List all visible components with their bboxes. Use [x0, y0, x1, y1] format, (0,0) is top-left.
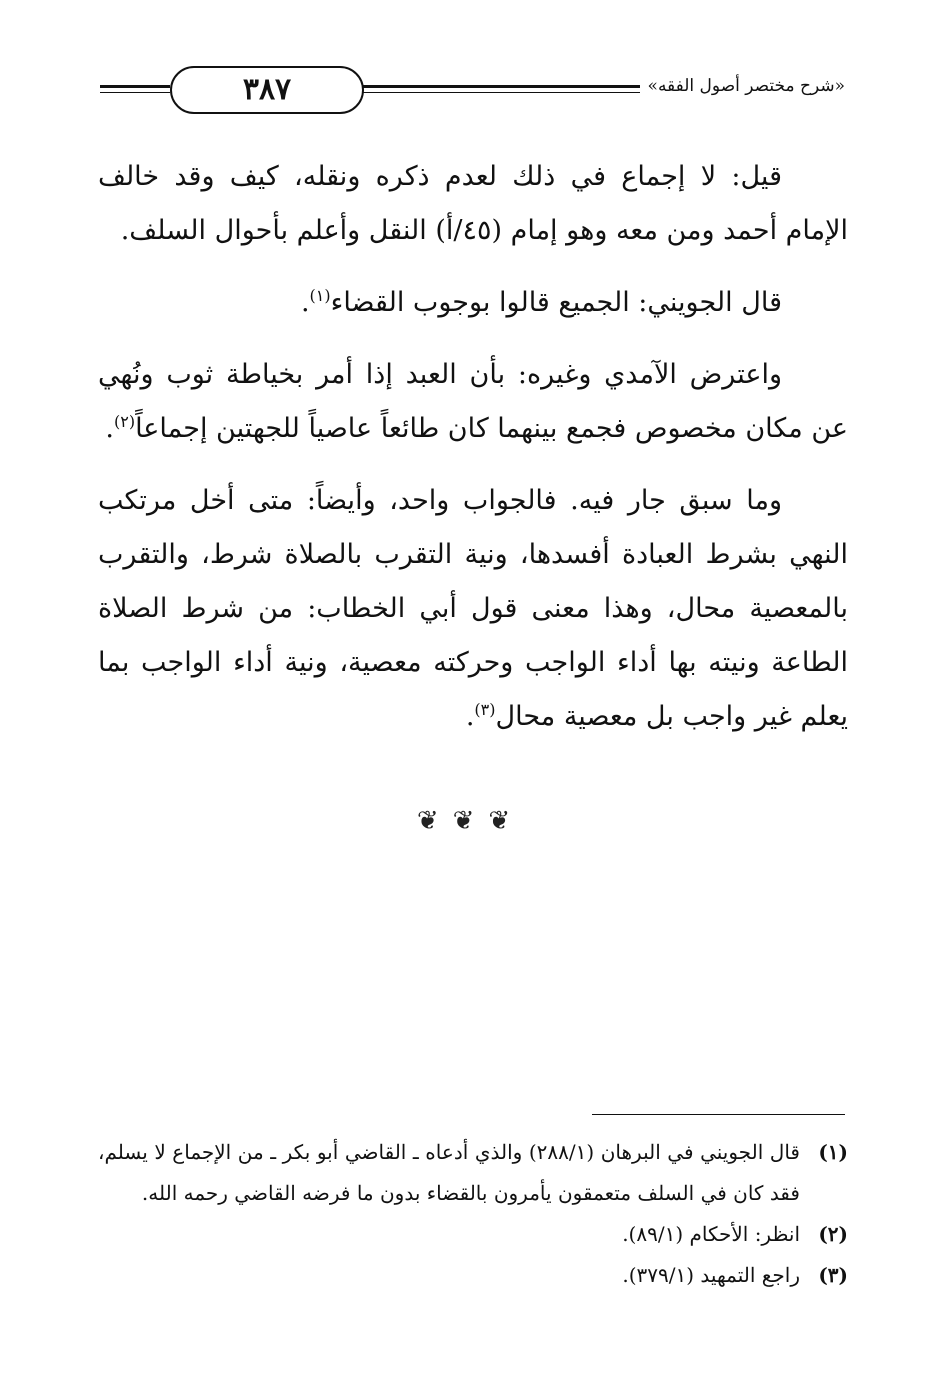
footnote-ref-3[interactable]: (٣)	[474, 700, 496, 719]
paragraph-4-text: وما سبق جار فيه. فالجواب واحد، وأيضاً: متى أخل مرتكب النهي بشرط العبادة أفسدها، ونية التقرب بالصلاة شرط، والتقرب بالمعصية محال، وهذا معنى قول أبي الخطاب: من شرط الصلاة الطاعة ونيته بها أداء الواجب وحركته معصية، ونية أداء الواجب بما يعلم غير واجب بل معصية محال	[98, 485, 848, 732]
footnote-2	[98, 1214, 848, 1255]
header-rule-left-thick	[100, 85, 170, 88]
paragraph-3-text: واعترض الآمدي وغيره: بأن العبد إذا أمر بخياطة ثوب ونُهي عن مكان مخصوص فجمع بينهما كان طائعاً عاصياً للجهتين إجماعاً	[98, 359, 848, 444]
section-ornament-icon: ❦❦❦	[416, 806, 525, 836]
page-header	[100, 66, 845, 114]
main-text	[98, 150, 848, 762]
footnote-ref-1[interactable]: (١)	[309, 286, 331, 305]
footnote-1-text: قال الجويني في البرهان (٢٨٨/١) والذي أدعاه ـ القاضي أبو بكر ـ من الإجماع لا يسلم، فقد كان في السلف متعمقون يأمرون بالقضاء بدون ما فرضه القاضي رحمه الله.	[98, 1140, 800, 1205]
footnote-ref-2[interactable]: (٢)	[113, 412, 136, 431]
paragraph-1-text: قيل: لا إجماع في ذلك لعدم ذكره ونقله، كيف وقد خالف الإمام أحمد ومن معه وهو إمام (٤٥/أ) النقل وأعلم بأحوال السلف.	[98, 161, 848, 246]
paragraph-2-text: قال الجويني: الجميع قالوا بوجوب القضاء	[330, 287, 782, 318]
paragraph-1	[98, 150, 848, 258]
footnote-2-number: (٢)	[818, 1222, 848, 1246]
paragraph-4-end: .	[465, 701, 475, 732]
footnote-3-number: (٣)	[818, 1263, 848, 1287]
footnote-2-text: انظر: الأحكام (٨٩/١).	[622, 1222, 800, 1246]
footnote-separator	[592, 1114, 845, 1115]
paragraph-3	[98, 348, 848, 456]
paragraph-4	[98, 474, 848, 744]
footnote-3-text: راجع التمهيد (٣٧٩/١).	[622, 1263, 800, 1287]
header-rule-left-thin	[100, 92, 170, 93]
footnote-1-number: (١)	[818, 1140, 848, 1164]
book-title: «شرح مختصر أصول الفقه»	[640, 76, 845, 96]
paragraph-3-end: .	[105, 413, 114, 444]
footnotes	[98, 1132, 848, 1296]
paragraph-2-end: .	[300, 287, 310, 318]
footnote-1	[98, 1132, 848, 1214]
page-number: ٣٨٧	[170, 66, 364, 114]
paragraph-2	[98, 276, 848, 330]
footnote-3	[98, 1255, 848, 1296]
